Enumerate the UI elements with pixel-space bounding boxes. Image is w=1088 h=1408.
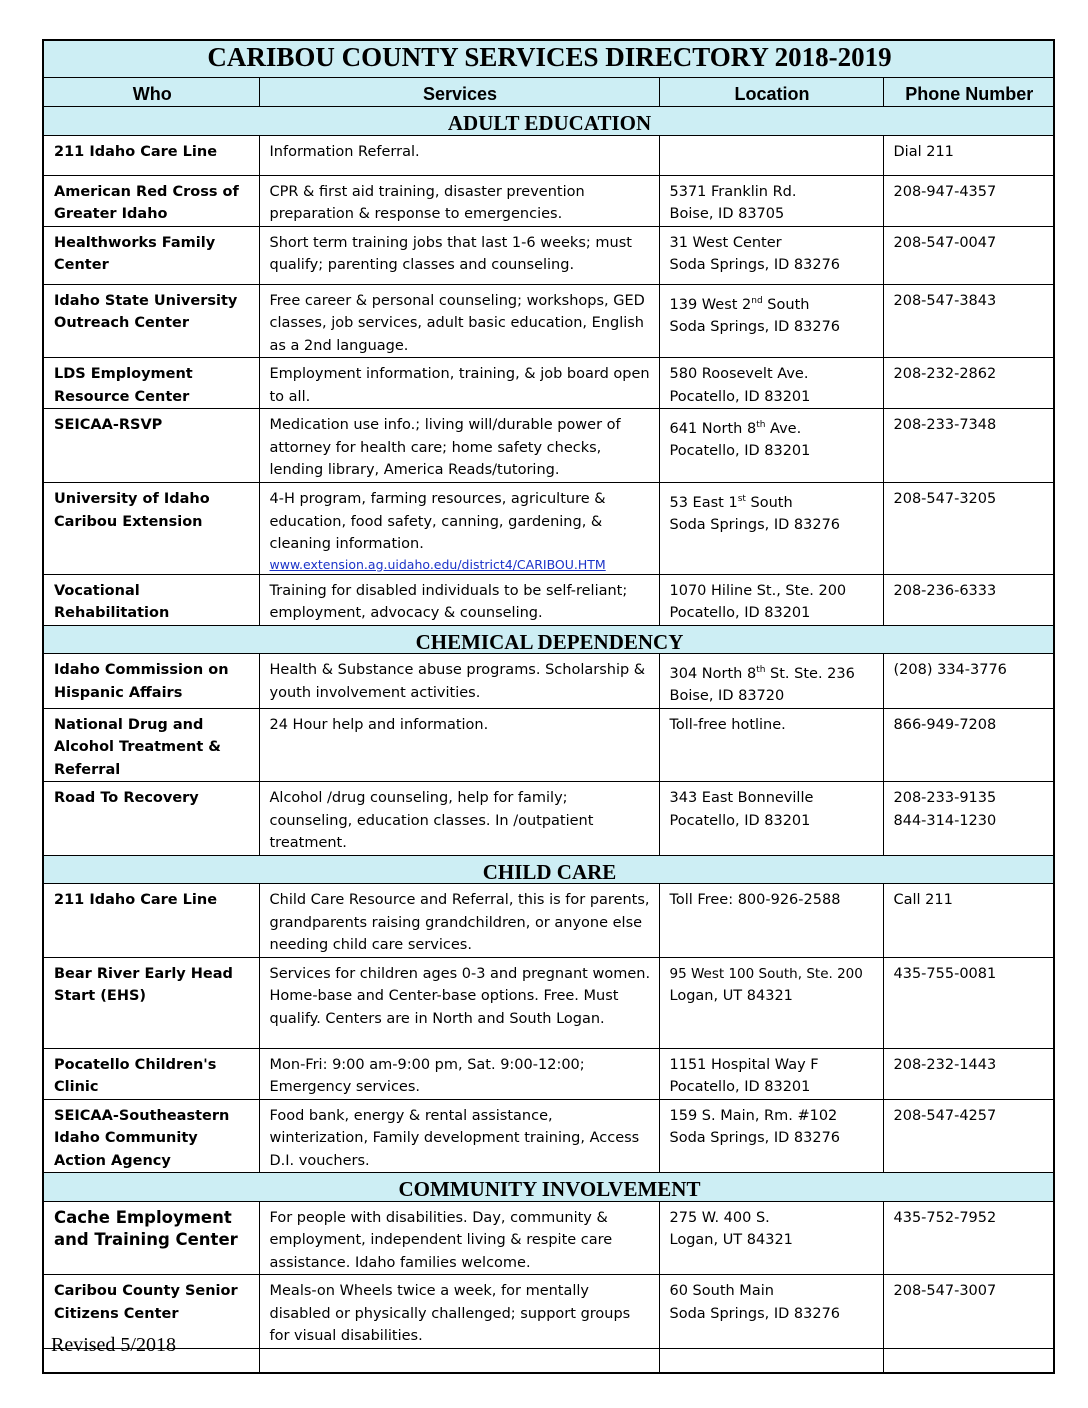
organization-name: Caribou County Senior Citizens Center: [54, 1283, 238, 1322]
who-cell: [43, 175, 259, 226]
phone-cell: [883, 1048, 1054, 1099]
website-link[interactable]: www.extension.ag.uidaho.edu/district4/CARIBOU.HTM: [269, 556, 606, 572]
location-line: Soda Springs, ID 83276: [669, 1305, 841, 1322]
section-title: COMMUNITY INVOLVEMENT: [43, 1173, 1054, 1202]
location-cell: [659, 175, 883, 226]
table-row: [43, 358, 1054, 409]
location-line: 343 East Bonneville: [669, 790, 814, 807]
services-text: Food bank, energy & rental assistance, winterization, Family development training, Access D.I. vouchers.: [269, 1107, 640, 1169]
services-text: Information Referral.: [269, 143, 420, 160]
location-line: 159 S. Main, Rm. #102: [669, 1107, 838, 1124]
phone-number: 208-233-7348: [893, 417, 997, 433]
services-cell: [259, 175, 659, 226]
location-cell: [659, 409, 883, 483]
table-row: [43, 574, 1054, 625]
table-row: [43, 782, 1054, 856]
location-line: Soda Springs, ID 83276: [669, 318, 841, 335]
revised-date: Revised 5/2018: [51, 1334, 176, 1356]
phone-cell: [883, 957, 1054, 1048]
services-cell: [259, 654, 659, 709]
location-line: Toll Free: 800-926-2588: [669, 892, 841, 909]
services-cell: [259, 782, 659, 856]
table-row: [43, 884, 1054, 958]
organization-name: Bear River Early Head Start (EHS): [54, 965, 233, 1005]
location-line: 139 West 2nd South: [669, 295, 810, 313]
section-header-row: [43, 625, 1054, 654]
phone-cell: [883, 284, 1054, 358]
organization-name: 211 Idaho Care Line: [54, 892, 218, 909]
table-row: [43, 654, 1054, 709]
phone-cell: [883, 1275, 1054, 1349]
location-cell: [659, 1275, 883, 1349]
who-cell: [43, 1099, 259, 1173]
location-line: Soda Springs, ID 83276: [669, 1130, 841, 1147]
location-cell: [659, 226, 883, 284]
location-line: 31 West Center: [669, 234, 782, 251]
table-row: [43, 1048, 1054, 1099]
services-cell: [259, 135, 659, 175]
organization-name: Vocational Rehabilitation: [54, 582, 170, 621]
location-line: Soda Springs, ID 83276: [669, 517, 841, 534]
table-row: [43, 284, 1054, 358]
empty-cell: [659, 1348, 883, 1373]
section-title: CHILD CARE: [43, 855, 1054, 884]
phone-cell: [883, 884, 1054, 958]
column-header-services: Services: [259, 78, 659, 107]
column-header-row: [43, 78, 1054, 107]
phone-number: 208-232-2862: [893, 366, 997, 382]
table-row: [43, 409, 1054, 483]
organization-name: Pocatello Children's Clinic: [54, 1056, 217, 1096]
services-text: 24 Hour help and information.: [269, 716, 489, 733]
services-text: Child Care Resource and Referral, this is for parents, grandparents raising grandchildren, or anyone else needing child care services.: [269, 892, 650, 954]
page-title: CARIBOU COUNTY SERVICES DIRECTORY 2018-2019: [43, 40, 1054, 78]
table-row: [43, 1201, 1054, 1275]
location-cell: [659, 358, 883, 409]
section-title: ADULT EDUCATION: [43, 107, 1054, 136]
location-line: 95 West 100 South, Ste. 200: [669, 965, 863, 982]
section-title: CHEMICAL DEPENDENCY: [43, 625, 1054, 654]
services-cell: [259, 884, 659, 958]
location-line: Pocatello, ID 83201: [669, 812, 811, 829]
table-row: [43, 135, 1054, 175]
phone-number: 435-755-0081: [893, 965, 997, 982]
location-line: 60 South Main: [669, 1283, 774, 1300]
services-text: For people with disabilities. Day, community & employment, independent living & respite care assistance. Idaho families welcome.: [269, 1209, 613, 1271]
phone-cell: [883, 175, 1054, 226]
organization-name: Road To Recovery: [54, 790, 199, 807]
organization-name: Idaho Commission on Hispanic Affairs: [54, 662, 229, 701]
organization-name: National Drug and Alcohol Treatment & Referral: [54, 716, 221, 778]
who-cell: [43, 284, 259, 358]
phone-cell: [883, 1201, 1054, 1275]
services-text: Services for children ages 0-3 and pregnant women. Home-base and Center-base options. Free. Must qualify. Centers are in North and South Logan.: [269, 965, 651, 1027]
services-cell: [259, 957, 659, 1048]
phone-number: 208-547-3205: [893, 491, 997, 507]
who-cell: [43, 654, 259, 709]
services-cell: [259, 1099, 659, 1173]
organization-name: Healthworks Family Center: [54, 234, 216, 273]
phone-cell: [883, 574, 1054, 625]
who-cell: [43, 957, 259, 1048]
phone-cell: [883, 409, 1054, 483]
services-cell: [259, 358, 659, 409]
who-cell: [43, 574, 259, 625]
phone-number: 208-547-0047: [893, 234, 997, 251]
phone-cell: [883, 1099, 1054, 1173]
organization-name: LDS Employment Resource Center: [54, 366, 193, 405]
organization-name: American Red Cross of Greater Idaho: [54, 183, 239, 222]
location-cell: [659, 708, 883, 782]
services-cell: [259, 708, 659, 782]
phone-number: 208-547-4257: [893, 1107, 997, 1124]
location-line: Toll-free hotline.: [669, 716, 786, 733]
location-line: Boise, ID 83705: [669, 206, 785, 222]
empty-row: [43, 1348, 1054, 1373]
title-row: [43, 40, 1054, 78]
column-header-location: Location: [659, 78, 883, 107]
location-cell: [659, 135, 883, 175]
location-cell: [659, 574, 883, 625]
phone-number: 208-547-3007: [893, 1283, 997, 1300]
location-line: 641 North 8th Ave.: [669, 420, 802, 437]
location-line: 1151 Hospital Way F: [669, 1056, 819, 1073]
location-line: Logan, UT 84321: [669, 988, 793, 1005]
who-cell: [43, 358, 259, 409]
section-header-row: [43, 1173, 1054, 1202]
location-line: 580 Roosevelt Ave.: [669, 366, 809, 382]
services-text: Medication use info.; living will/durable power of attorney for health care; home safety checks, lending library, America Reads/tutoring.: [269, 417, 621, 478]
table-row: [43, 483, 1054, 575]
empty-cell: [883, 1348, 1054, 1373]
phone-number: (208) 334-3776: [893, 662, 1007, 678]
who-cell: [43, 409, 259, 483]
table-row: [43, 175, 1054, 226]
phone-number: Dial 211: [893, 143, 954, 160]
directory-body: [43, 107, 1054, 1373]
who-cell: [43, 226, 259, 284]
phone-cell: [883, 782, 1054, 856]
phone-cell: [883, 654, 1054, 709]
organization-name: Cache Employment and Training Center: [54, 1207, 238, 1250]
organization-name: Idaho State University Outreach Center: [54, 292, 238, 331]
location-cell: [659, 782, 883, 856]
who-cell: [43, 135, 259, 175]
services-cell: [259, 1275, 659, 1349]
location-line: Pocatello, ID 83201: [669, 605, 811, 621]
services-cell: [259, 409, 659, 483]
services-text: 4-H program, farming resources, agriculture & education, food safety, canning, gardening, & cleaning information.: [269, 491, 606, 552]
section-header-row: [43, 855, 1054, 884]
section-header-row: [43, 107, 1054, 136]
location-cell: [659, 957, 883, 1048]
who-cell: [43, 483, 259, 575]
organization-name: SEICAA-Southeastern Idaho Community Action Agency: [54, 1107, 230, 1169]
organization-name: 211 Idaho Care Line: [54, 143, 218, 160]
table-row: [43, 1275, 1054, 1349]
phone-number: 844-314-1230: [893, 812, 997, 829]
phone-cell: [883, 708, 1054, 782]
phone-number: 208-232-1443: [893, 1056, 997, 1073]
services-text: Health & Substance abuse programs. Scholarship & youth involvement activities.: [269, 662, 646, 701]
who-cell: [43, 1048, 259, 1099]
location-cell: [659, 1201, 883, 1275]
services-cell: [259, 1201, 659, 1275]
services-text: CPR & first aid training, disaster prevention preparation & response to emergencies.: [269, 183, 585, 222]
services-text: Mon-Fri: 9:00 am-9:00 pm, Sat. 9:00-12:00; Emergency services.: [269, 1056, 585, 1096]
services-cell: [259, 483, 659, 575]
directory-table: [42, 39, 1055, 1374]
location-line: Pocatello, ID 83201: [669, 1079, 811, 1096]
phone-number: 208-547-3843: [893, 292, 997, 309]
services-cell: [259, 1048, 659, 1099]
phone-number: 208-947-4357: [893, 183, 997, 200]
location-line: 53 East 1st South: [669, 494, 793, 511]
who-cell: [43, 1201, 259, 1275]
column-header-who: Who: [43, 78, 259, 107]
location-cell: [659, 284, 883, 358]
location-cell: [659, 483, 883, 575]
location-line: Soda Springs, ID 83276: [669, 257, 841, 273]
services-cell: [259, 226, 659, 284]
location-line: 1070 Hiline St., Ste. 200: [669, 582, 847, 599]
who-cell: [43, 708, 259, 782]
table-row: [43, 1099, 1054, 1173]
location-line: 304 North 8th St. Ste. 236: [669, 665, 855, 682]
phone-cell: [883, 226, 1054, 284]
table-row: [43, 226, 1054, 284]
empty-cell: [259, 1348, 659, 1373]
services-text: Alcohol /drug counseling, help for family; counseling, education classes. In /outpatient treatment.: [269, 790, 594, 852]
directory-sheet: [42, 39, 1053, 1374]
location-line: Boise, ID 83720: [669, 688, 785, 705]
phone-number: 208-233-9135: [893, 790, 997, 807]
location-cell: [659, 884, 883, 958]
table-row: [43, 708, 1054, 782]
who-cell: [43, 782, 259, 856]
location-line: 275 W. 400 S.: [669, 1209, 770, 1226]
phone-number: 866-949-7208: [893, 716, 997, 733]
services-text: Short term training jobs that last 1-6 weeks; must qualify; parenting classes and counseling.: [269, 234, 632, 273]
location-cell: [659, 654, 883, 709]
location-cell: [659, 1048, 883, 1099]
phone-cell: [883, 135, 1054, 175]
services-cell: [259, 574, 659, 625]
location-line: Logan, UT 84321: [669, 1232, 793, 1249]
services-text: Training for disabled individuals to be self-reliant; employment, advocacy & counseling.: [269, 582, 628, 621]
location-cell: [659, 1099, 883, 1173]
services-cell: [259, 284, 659, 358]
phone-number: Call 211: [893, 892, 953, 909]
table-row: [43, 957, 1054, 1048]
phone-number: 435-752-7952: [893, 1209, 997, 1226]
organization-name: University of Idaho Caribou Extension: [54, 491, 210, 530]
column-header-phone: Phone Number: [883, 78, 1054, 107]
location-line: Pocatello, ID 83201: [669, 388, 811, 405]
services-text: Employment information, training, & job board open to all.: [269, 366, 650, 405]
location-line: 5371 Franklin Rd.: [669, 183, 797, 200]
who-cell: [43, 884, 259, 958]
phone-number: 208-236-6333: [893, 582, 997, 599]
services-text: Free career & personal counseling; workshops, GED classes, job services, adult basic education, English as a 2nd language.: [269, 292, 645, 354]
location-line: Pocatello, ID 83201: [669, 443, 811, 460]
phone-cell: [883, 483, 1054, 575]
services-text: Meals-on Wheels twice a week, for mentally disabled or physically challenged; support groups for visual disabilities.: [269, 1283, 631, 1345]
organization-name: SEICAA-RSVP: [54, 417, 163, 433]
phone-cell: [883, 358, 1054, 409]
